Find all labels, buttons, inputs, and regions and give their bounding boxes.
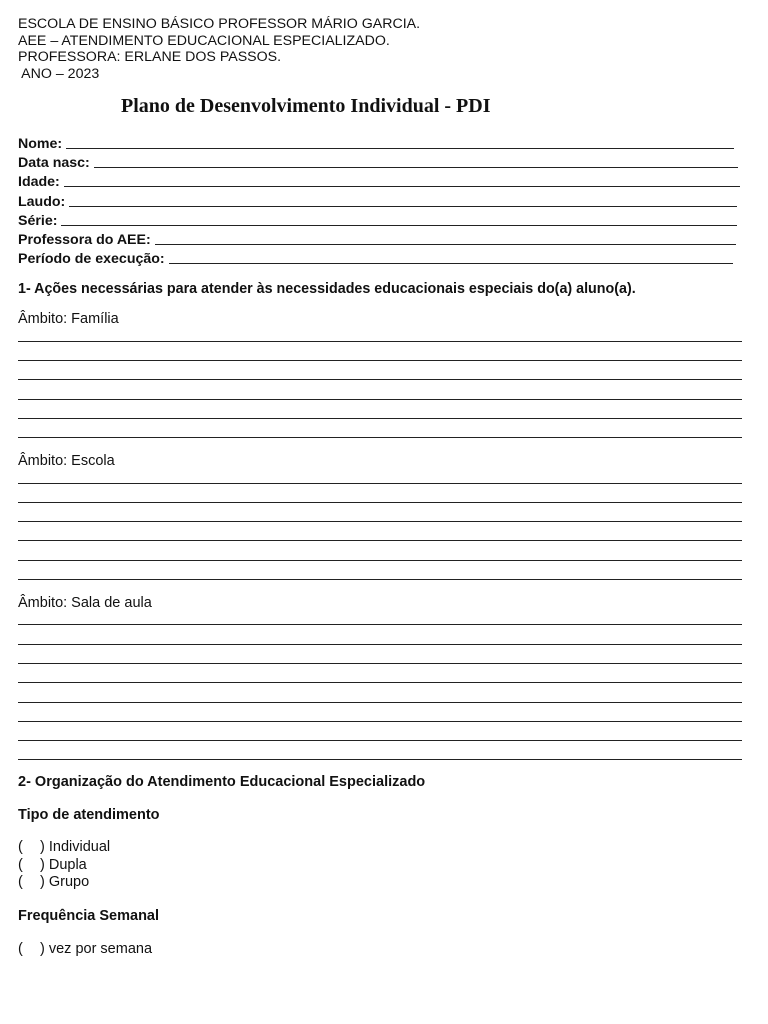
writing-line[interactable]	[18, 380, 742, 399]
section1-heading: 1- Ações necessárias para atender às necessidades educacionais especiais do(a) aluno(a).	[18, 281, 636, 298]
field-serie-label: Série:	[18, 212, 58, 229]
option-dupla-label: ) Dupla	[40, 856, 87, 873]
field-laudo	[18, 190, 737, 209]
field-data-nasc	[18, 152, 738, 171]
writing-line[interactable]	[18, 625, 742, 644]
writing-line[interactable]	[18, 561, 742, 580]
school-year: ANO – 2023	[18, 65, 100, 82]
writing-line[interactable]	[18, 683, 742, 702]
checkbox-paren[interactable]: (	[18, 941, 23, 957]
field-data-nasc-blank[interactable]	[94, 167, 738, 168]
document-header	[18, 16, 744, 82]
ambito-sala-lines[interactable]	[18, 606, 744, 760]
field-idade	[18, 171, 740, 190]
field-data-nasc-label: Data nasc:	[18, 154, 90, 171]
section2-heading: 2- Organização do Atendimento Educacional Especializado	[18, 774, 426, 791]
pdi-form-page	[18, 16, 744, 958]
field-laudo-label: Laudo:	[18, 193, 66, 210]
checkbox-paren[interactable]: (	[18, 873, 23, 890]
field-nome-blank[interactable]	[66, 148, 734, 149]
field-professora-label: Professora do AEE:	[18, 232, 151, 249]
service-name: AEE – ATENDIMENTO EDUCACIONAL ESPECIALIZADO.	[18, 32, 390, 49]
field-idade-blank[interactable]	[64, 186, 740, 187]
writing-line[interactable]	[18, 664, 742, 683]
writing-line[interactable]	[18, 722, 742, 741]
writing-line[interactable]	[18, 703, 742, 722]
option-individual-label: ) Individual	[40, 839, 111, 856]
checkbox-paren[interactable]: (	[18, 856, 23, 873]
frequencia-options	[18, 941, 744, 958]
tipo-atendimento-heading: Tipo de atendimento	[18, 807, 160, 824]
option-grupo-label: ) Grupo	[40, 873, 90, 890]
ambito-familia-label: Âmbito: Família	[18, 311, 119, 328]
tipo-atendimento-options	[18, 839, 744, 891]
school-name: ESCOLA DE ENSINO BÁSICO PROFESSOR MÁRIO GARCIA.	[18, 16, 421, 32]
checkbox-paren[interactable]: (	[18, 839, 23, 856]
field-periodo-label: Período de execução:	[18, 251, 165, 268]
teacher-name: PROFESSORA: ERLANE DOS PASSOS.	[18, 49, 282, 66]
writing-line[interactable]	[18, 400, 742, 419]
option-grupo[interactable]	[18, 874, 744, 891]
document-title: Plano de Desenvolvimento Individual - PDI	[121, 95, 491, 118]
field-laudo-blank[interactable]	[69, 206, 737, 207]
writing-line[interactable]	[18, 419, 742, 438]
writing-line[interactable]	[18, 361, 742, 380]
option-vez-por-semana[interactable]	[18, 941, 744, 958]
writing-line[interactable]	[18, 484, 742, 503]
frequencia-heading: Frequência Semanal	[18, 908, 160, 924]
field-idade-label: Idade:	[18, 174, 60, 191]
field-nome-label: Nome:	[18, 135, 63, 152]
ambito-escola-lines[interactable]	[18, 464, 744, 580]
ambito-familia-lines[interactable]	[18, 322, 744, 438]
option-dupla[interactable]	[18, 857, 744, 874]
writing-line[interactable]	[18, 541, 742, 560]
student-info-fields	[18, 132, 744, 267]
field-serie	[18, 210, 737, 229]
ambito-escola-label: Âmbito: Escola	[18, 453, 115, 470]
field-professora-blank[interactable]	[155, 244, 736, 245]
option-individual[interactable]	[18, 839, 744, 856]
writing-line[interactable]	[18, 322, 742, 341]
writing-line[interactable]	[18, 464, 742, 483]
writing-line[interactable]	[18, 645, 742, 664]
option-vez-label: ) vez por semana	[40, 941, 153, 957]
field-periodo-blank[interactable]	[169, 263, 733, 264]
writing-line[interactable]	[18, 522, 742, 541]
field-periodo	[18, 248, 733, 267]
field-nome	[18, 132, 734, 151]
writing-line[interactable]	[18, 503, 742, 522]
field-professora	[18, 229, 736, 248]
writing-line[interactable]	[18, 342, 742, 361]
field-serie-blank[interactable]	[61, 225, 737, 226]
ambito-sala-label: Âmbito: Sala de aula	[18, 595, 152, 612]
writing-line[interactable]	[18, 741, 742, 760]
